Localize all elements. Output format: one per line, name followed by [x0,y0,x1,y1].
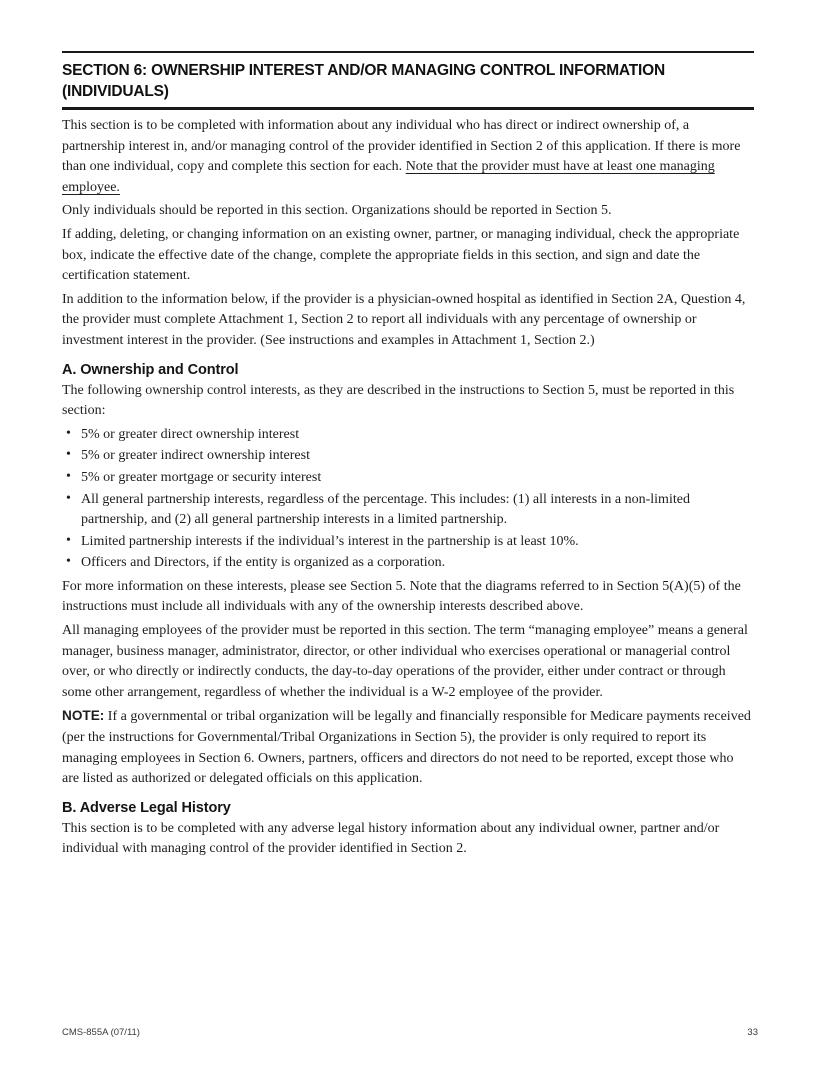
intro-paragraph-2: Only individuals should be reported in this section. Organizations should be reported in Section 5. [62,203,612,219]
section-title: SECTION 6: OWNERSHIP INTEREST AND/OR MANAGING CONTROL INFORMATION (INDIVIDUALS) [62,62,665,100]
list-item-officers-directors: • Officers and Directors, if the entity is organized as a corporation. [62,553,754,574]
section-b-heading: B. Adverse Legal History [62,799,231,816]
ownership-interest-list [62,425,754,574]
list-item-indirect-ownership: • 5% or greater indirect ownership interest [62,446,754,467]
section-a-managing-employees-paragraph: All managing employees of the provider must be reported in this section. The term “managing employee” means a general manager, business manager, administrator, director, or other individual who exercises operational or managerial control over, or who directly or indirectly conducts, the day-to-day operations of the provider, either under contract or through some other arrangement, regardless of whether the individual is a W-2 employee of the provider. [62,623,748,700]
form-number: CMS-855A (07/11) [62,1027,140,1038]
page-content [62,51,754,863]
intro-paragraph-1-underlined-note: Note that the provider must have at least one managing employee. [62,159,715,195]
page-number: 33 [747,1027,758,1038]
intro-paragraph-1 [62,116,754,198]
list-item-mortgage-security: • 5% or greater mortgage or security interest [62,468,754,489]
intro-paragraph-4: In addition to the information below, if the provider is a physician-owned hospital as identified in Section 2A, Question 4, the provider must complete Attachment 1, Section 2 to report all individuals with any percentage of ownership or investment interest in the provider. (See instructions and examples in Attachment 1, Section 2.) [62,291,746,348]
section-a-heading: A. Ownership and Control [62,361,239,378]
section-b-intro: This section is to be completed with any adverse legal history information about any individual owner, partner and/or individual with managing control of the provider identified in Section 2. [62,820,720,857]
note-text: If a governmental or tribal organization will be legally and financially responsible for Medicare payments received (per the instructions for Governmental/Tribal Organizations in Section 5), the provider is only required to report its managing employees in Section 6. Owners, partners, officers and directors do not need to be reported, except those who are listed as authorized or delegated officials on this application. [62,709,751,787]
intro-paragraph-1-text: This section is to be completed with information about any individual who has direct or indirect ownership of, a partnership interest in, and/or managing control of the provider identified in Section 2 of this application. If there is more than one individual, copy and complete this section for each. [62,118,741,175]
list-item-general-partnership: • All general partnership interests, regardless of the percentage. This includes: (1) all interests in a non-limited partnership, and (2) all general partnership interests in a limited partnership. [62,490,754,531]
list-item-limited-partnership: • Limited partnership interests if the individual’s interest in the partnership is at least 10%. [62,532,754,553]
list-item-direct-ownership: • 5% or greater direct ownership interest [62,425,754,446]
page-footer [62,1027,758,1038]
note-label: NOTE: [62,708,105,724]
section-a-intro: The following ownership control interests, as they are described in the instructions to Section 5, must be reported in this section: [62,382,735,419]
section-a-more-info-paragraph: For more information on these interests, please see Section 5. Note that the diagrams referred to in Section 5(A)(5) of the instructions must include all individuals with any of the ownership interests described above. [62,578,741,615]
intro-paragraph-3: If adding, deleting, or changing information on an existing owner, partner, or managing individual, check the appropriate box, indicate the effective date of the change, complete the appropriate fields in this section, and sign and date the certification statement. [62,226,740,284]
section-a-note-paragraph [62,706,754,789]
section-header [62,51,754,110]
